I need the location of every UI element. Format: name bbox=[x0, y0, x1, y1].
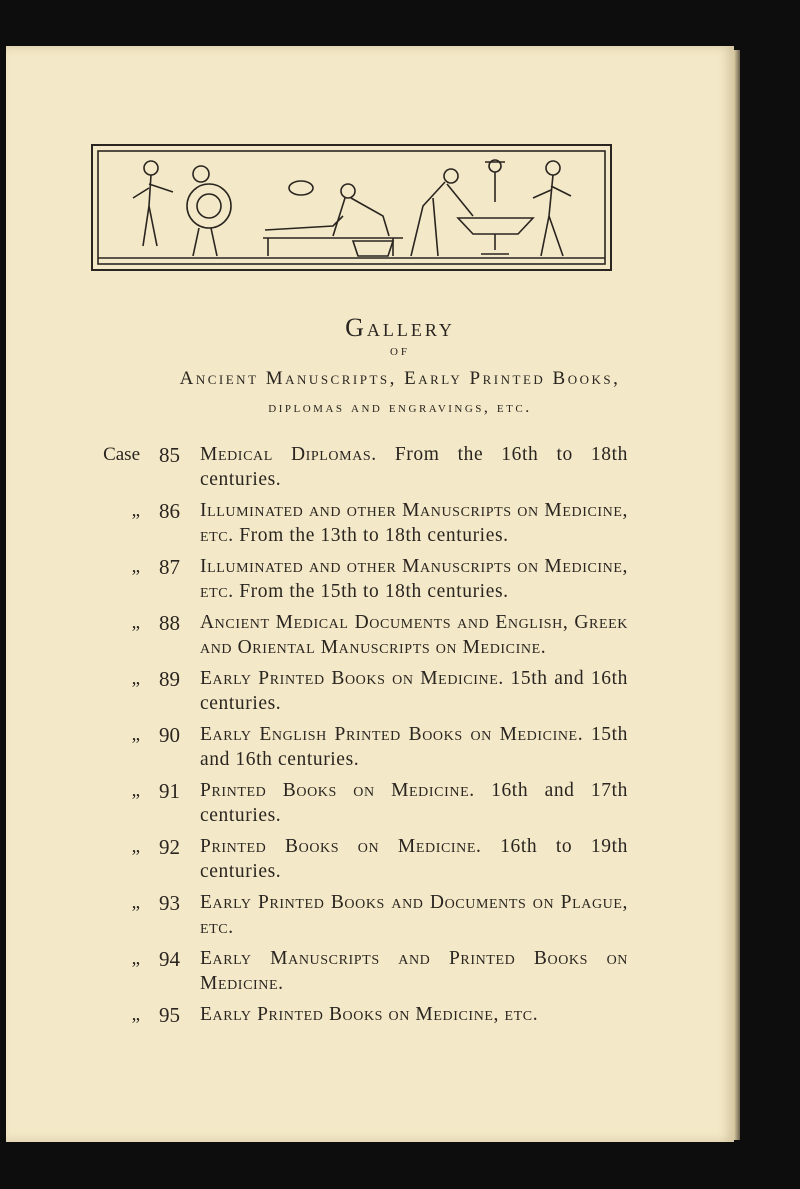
case-entry-88 bbox=[88, 610, 628, 660]
case-number: 94 bbox=[159, 947, 180, 971]
ditto-mark: „ bbox=[131, 612, 140, 633]
case-date-range: From the 13th to 18th centuries. bbox=[239, 525, 509, 546]
case-number: 89 bbox=[159, 667, 180, 691]
ditto-mark: „ bbox=[131, 500, 140, 521]
case-title: Early Manuscripts and Printed Books on Medicine. bbox=[200, 948, 628, 994]
case-date-range: 15th and 16th centuries. bbox=[200, 724, 629, 770]
case-label: Case bbox=[103, 444, 140, 465]
case-title: Early Printed Books on Medicine, etc. bbox=[200, 1004, 539, 1025]
case-entry-86 bbox=[88, 498, 628, 548]
case-date-range: 16th and 17th centuries. bbox=[200, 780, 628, 826]
case-number: 86 bbox=[159, 499, 180, 523]
greek-frieze-illustration bbox=[91, 144, 612, 271]
case-date-range: 15th and 16th centuries. bbox=[200, 668, 628, 714]
case-title: Illuminated and other Manuscripts on Medicine, etc. bbox=[200, 556, 628, 602]
case-number: 88 bbox=[159, 611, 180, 635]
case-date-range: 16th to 19th centuries. bbox=[200, 836, 628, 882]
case-title: Early Printed Books and Documents on Plague, etc. bbox=[200, 892, 628, 938]
case-entry-94 bbox=[88, 946, 628, 996]
ditto-mark: „ bbox=[131, 892, 140, 913]
ditto-mark: „ bbox=[131, 668, 140, 689]
case-number: 92 bbox=[159, 835, 180, 859]
case-entry-87 bbox=[88, 554, 628, 604]
case-number: 87 bbox=[159, 555, 180, 579]
case-title: Ancient Medical Documents and English, Greek and Oriental Manuscripts on Medicine. bbox=[200, 612, 628, 658]
ditto-mark: „ bbox=[131, 780, 140, 801]
case-title: Medical Diplomas. bbox=[200, 444, 377, 465]
case-title: Printed Books on Medicine. bbox=[200, 836, 482, 857]
ditto-mark: „ bbox=[131, 1004, 140, 1025]
case-number: 90 bbox=[159, 723, 180, 747]
case-title: Illuminated and other Manuscripts on Medicine, etc. bbox=[200, 500, 628, 546]
case-entry-85 bbox=[88, 442, 628, 492]
page-edge bbox=[734, 50, 740, 1140]
case-date-range: From the 15th to 18th centuries. bbox=[239, 581, 509, 602]
case-number: 93 bbox=[159, 891, 180, 915]
case-title: Printed Books on Medicine. bbox=[200, 780, 475, 801]
collection-heading-line2: diplomas and engravings, etc. bbox=[268, 399, 532, 416]
case-number: 85 bbox=[159, 443, 180, 467]
gallery-heading: Gallery bbox=[345, 313, 455, 342]
case-date-range: From the 16th to 18th centuries. bbox=[200, 444, 628, 490]
case-title: Early English Printed Books on Medicine. bbox=[200, 724, 584, 745]
case-entry-90 bbox=[88, 722, 628, 772]
collection-heading-line1: Ancient Manuscripts, Early Printed Books, bbox=[179, 368, 621, 389]
case-number: 91 bbox=[159, 779, 180, 803]
ditto-mark: „ bbox=[131, 948, 140, 969]
ditto-mark: „ bbox=[131, 724, 140, 745]
case-entry-93 bbox=[88, 890, 628, 940]
of-subheading: OF bbox=[389, 346, 411, 358]
case-list bbox=[88, 442, 628, 1033]
case-title: Early Printed Books on Medicine. bbox=[200, 668, 504, 689]
ditto-mark: „ bbox=[131, 556, 140, 577]
case-entry-91 bbox=[88, 778, 628, 828]
case-entry-92 bbox=[88, 834, 628, 884]
ditto-mark: „ bbox=[131, 836, 140, 857]
case-entry-95 bbox=[88, 1002, 628, 1027]
case-entry-89 bbox=[88, 666, 628, 716]
case-number: 95 bbox=[159, 1003, 180, 1027]
